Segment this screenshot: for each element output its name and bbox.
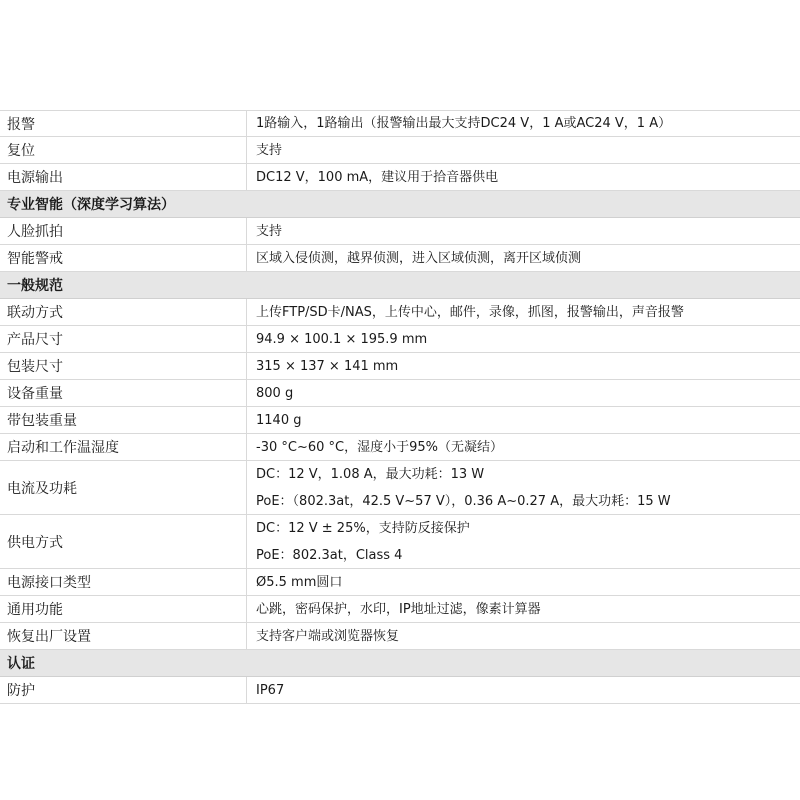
spec-value [247,164,800,190]
spec-key: 通用功能 [0,596,247,622]
spec-row-power-supply [0,515,800,569]
section-title: 专业智能（深度学习算法） [7,197,175,213]
spec-value-line: 上传FTP/SD卡/NAS，上传中心，邮件，录像，抓图，报警输出，声音报警 [256,304,684,320]
spec-value-line: 支持客户端或浏览器恢复 [256,628,400,644]
spec-key: 启动和工作温湿度 [0,434,247,460]
spec-row-power-output [0,164,800,191]
spec-table [0,110,800,704]
spec-row-general-functions [0,596,800,623]
spec-key: 电源输出 [0,164,247,190]
spec-value-line: 315 × 137 × 141 mm [256,358,399,374]
spec-key: 复位 [0,137,247,163]
spec-value [247,623,800,649]
spec-row-smart-alert [0,245,800,272]
spec-value-line: DC12 V，100 mA，建议用于拾音器供电 [256,169,499,185]
spec-value-line: PoE：802.3at，Class 4 [256,547,403,563]
section-header-certification [0,650,800,677]
spec-value-line: 心跳，密码保护，水印，IP地址过滤，像素计算器 [256,601,541,617]
spec-row-protection [0,677,800,704]
spec-row-factory-reset [0,623,800,650]
spec-row-temperature [0,434,800,461]
spec-key: 联动方式 [0,299,247,325]
spec-key: 电流及功耗 [0,461,247,514]
spec-value [247,407,800,433]
spec-row-current-power [0,461,800,515]
spec-key: 带包装重量 [0,407,247,433]
spec-value [247,299,800,325]
spec-row-reset [0,137,800,164]
spec-key: 恢复出厂设置 [0,623,247,649]
spec-value [247,137,800,163]
spec-value [247,380,800,406]
spec-key: 智能警戒 [0,245,247,271]
section-title: 认证 [7,656,35,672]
spec-row-power-interface [0,569,800,596]
spec-value [247,111,800,136]
spec-value-line: Ø5.5 mm圆口 [256,574,343,590]
spec-row-linkage [0,299,800,326]
spec-value-line: 94.9 × 100.1 × 195.9 mm [256,331,428,347]
spec-value-line: IP67 [256,682,285,698]
spec-key: 防护 [0,677,247,703]
spec-value [247,677,800,703]
section-header-smart [0,191,800,218]
spec-value-line: PoE：（802.3at，42.5 V~57 V），0.36 A~0.27 A，最大功耗：15 W [256,493,671,509]
spec-value-line: DC：12 V ± 25%，支持防反接保护 [256,520,470,536]
spec-row-package-size [0,353,800,380]
spec-key: 报警 [0,111,247,136]
spec-key: 人脸抓拍 [0,218,247,244]
spec-value-line: 区域入侵侦测，越界侦测，进入区域侦测，离开区域侦测 [256,250,582,266]
spec-value-line: 支持 [256,223,283,239]
spec-value [247,515,800,568]
spec-row-product-size [0,326,800,353]
spec-key: 产品尺寸 [0,326,247,352]
spec-value-line: -30 °C~60 °C，湿度小于95%（无凝结） [256,439,503,455]
spec-value [247,326,800,352]
spec-value [247,218,800,244]
spec-value-line: 800 g [256,385,294,401]
spec-row-face-capture [0,218,800,245]
spec-row-device-weight [0,380,800,407]
spec-value-line: 1140 g [256,412,302,428]
spec-row-package-weight [0,407,800,434]
section-title: 一般规范 [7,278,63,294]
spec-value [247,245,800,271]
spec-key: 包装尺寸 [0,353,247,379]
spec-row-alarm [0,110,800,137]
spec-value [247,461,800,514]
spec-value-line: 支持 [256,142,283,158]
spec-key: 供电方式 [0,515,247,568]
spec-value [247,434,800,460]
spec-value-line: DC：12 V，1.08 A，最大功耗：13 W [256,466,485,482]
section-header-general [0,272,800,299]
spec-value [247,353,800,379]
spec-value [247,596,800,622]
spec-value-line: 1路输入，1路输出（报警输出最大支持DC24 V，1 A或AC24 V，1 A） [256,116,672,131]
spec-key: 电源接口类型 [0,569,247,595]
spec-value [247,569,800,595]
spec-key: 设备重量 [0,380,247,406]
